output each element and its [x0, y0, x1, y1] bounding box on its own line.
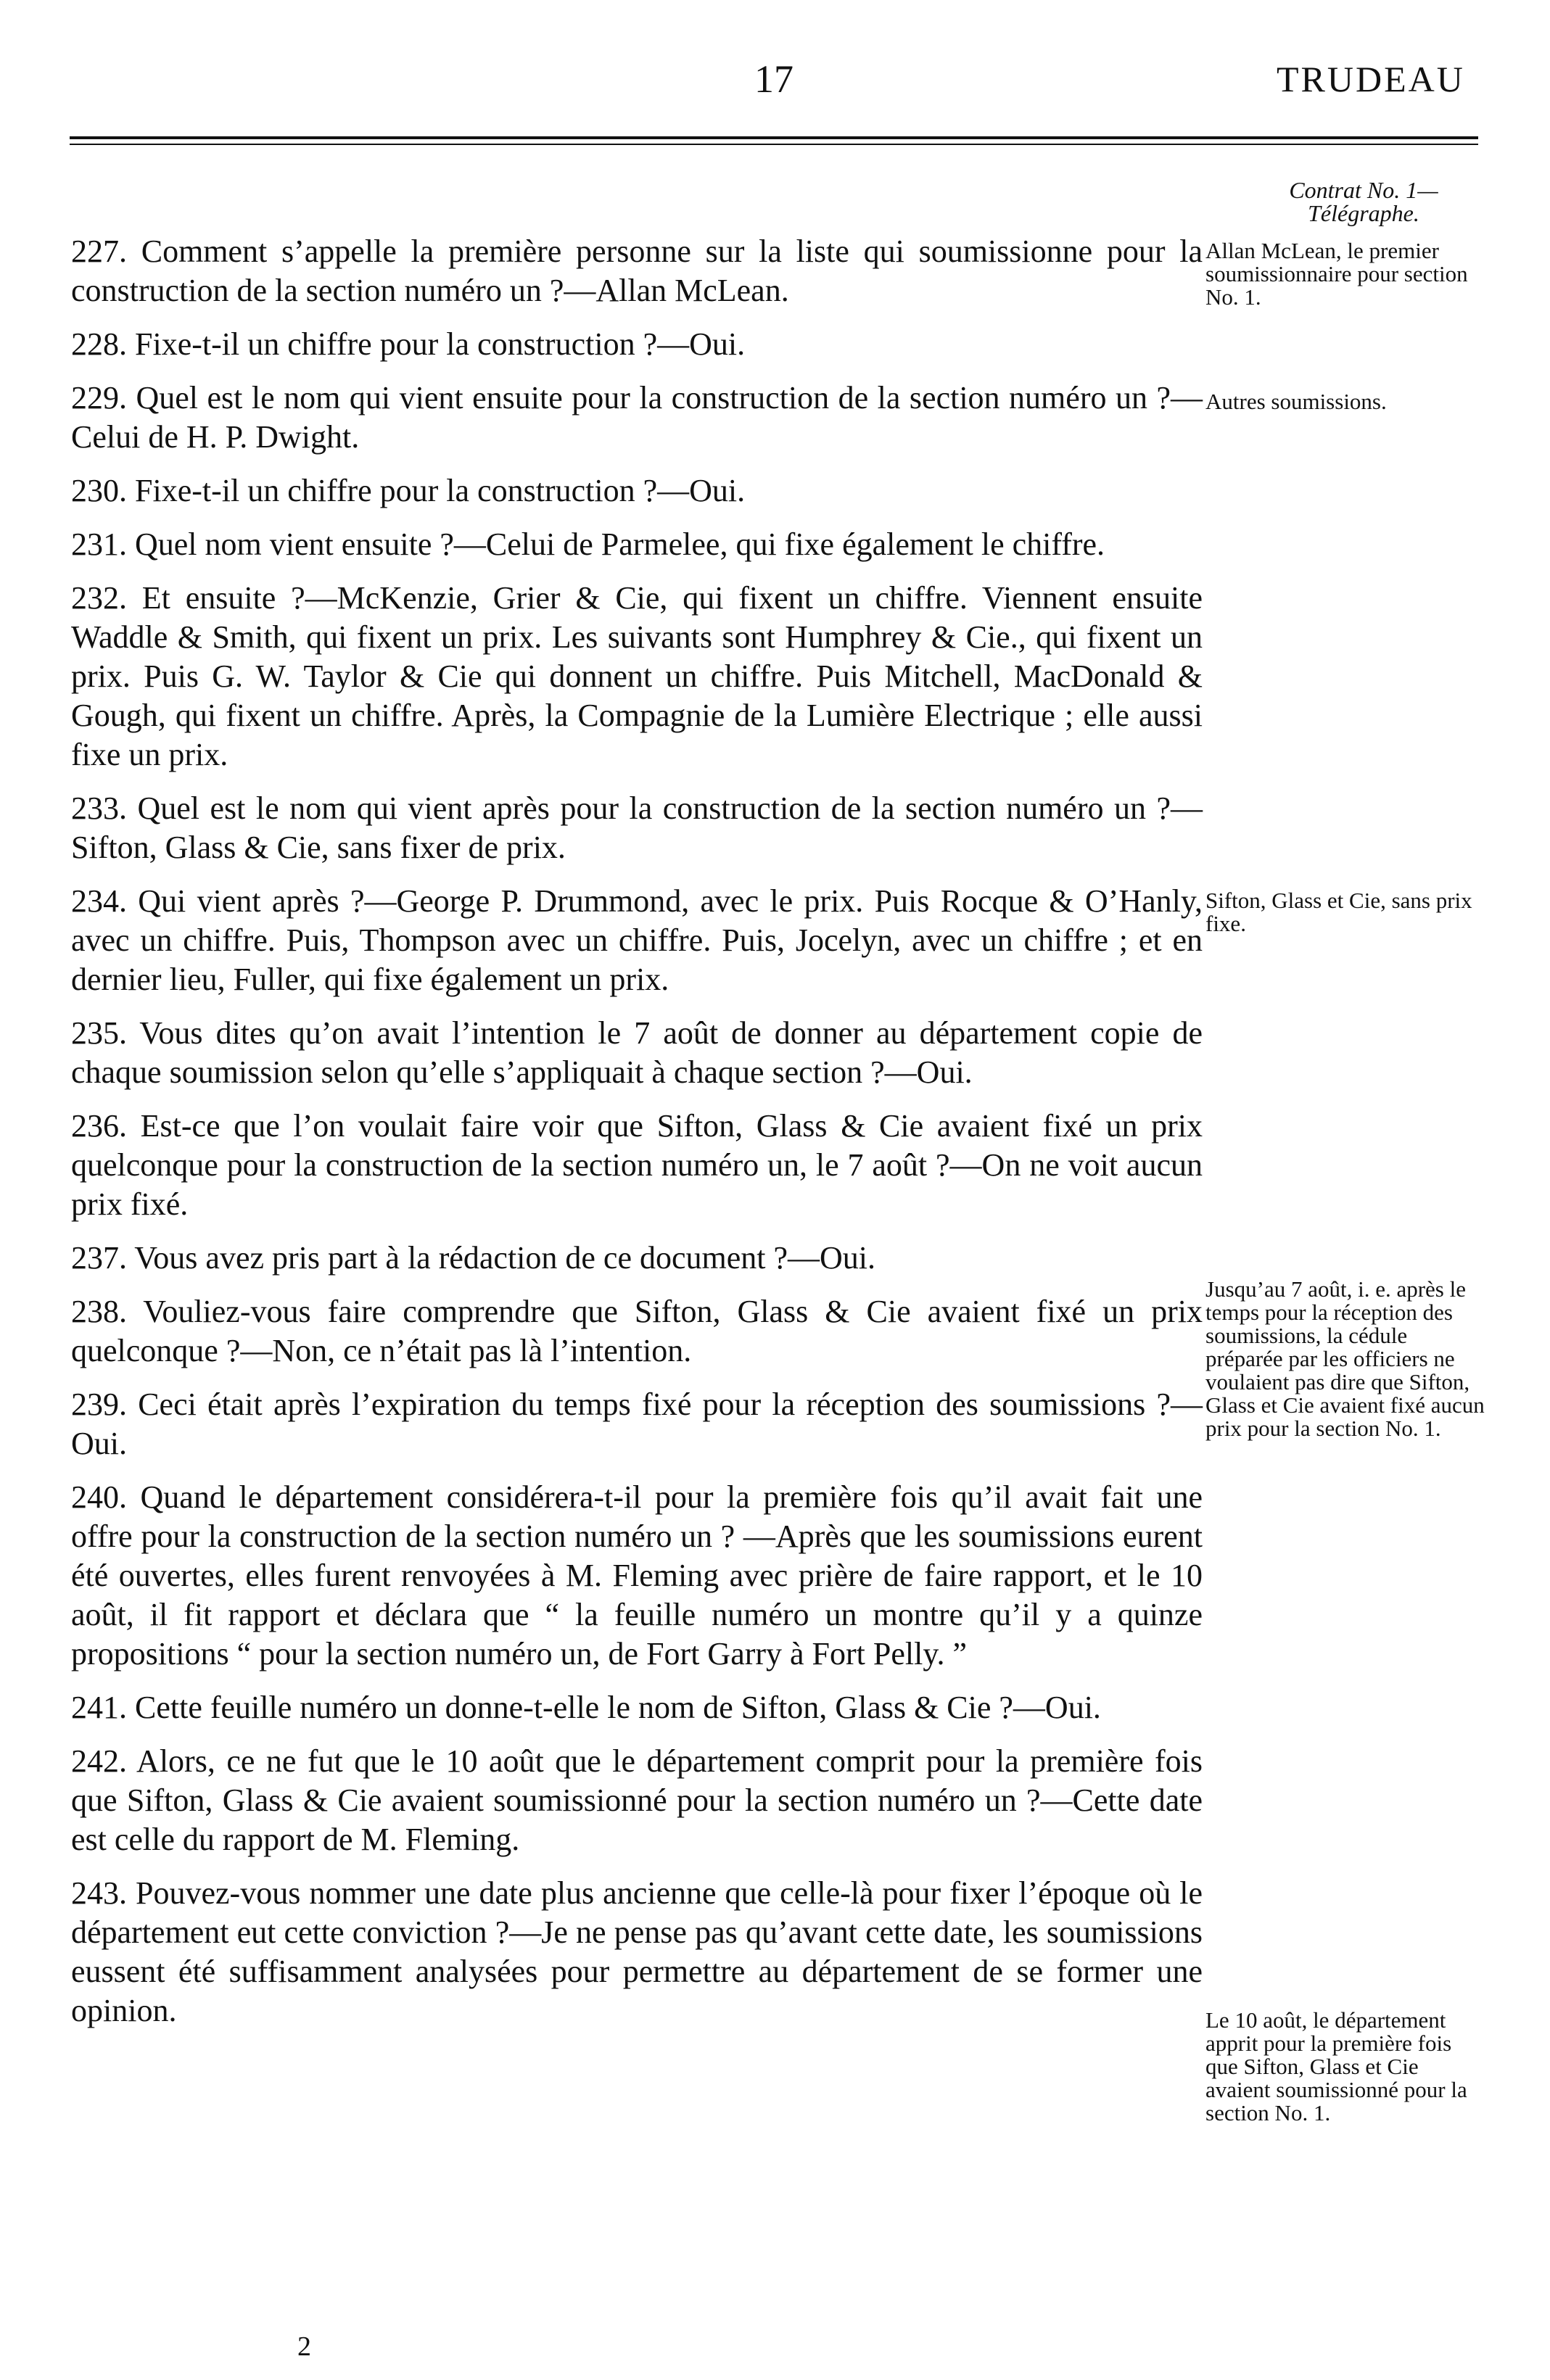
question-text: Vous dites qu’on avait l’intention le 7 août de donner au département copie de chaque soumission selon qu’elle s’appliquait à chaque section ?—Oui.	[71, 1015, 1203, 1090]
question-number: 234.	[71, 883, 127, 919]
header-rule-thick	[70, 136, 1478, 139]
paragraph-234	[71, 882, 1203, 999]
question-text: Fixe-t-il un chiffre pour la construction ?—Oui.	[127, 473, 746, 508]
paragraph-241	[71, 1688, 1203, 1727]
margin-note-jusquau: Jusqu’au 7 août, i. e. après le temps pour la réception des soumissions, la cédule préparée par les officiers ne voulaient pas dire que Sifton, Glass et Cie avaient fixé aucun prix pour la section No. 1.	[1205, 1276, 1485, 1441]
paragraph-236	[71, 1107, 1203, 1224]
question-text: Comment s’appelle la première personne sur la liste qui soumissionne pour la construction de la section numéro un ?—Allan McLean.	[71, 234, 1203, 308]
page-number: 17	[754, 57, 793, 101]
paragraph-239	[71, 1385, 1203, 1463]
question-number: 233.	[71, 790, 127, 826]
question-number: 232.	[71, 580, 127, 616]
question-text: Et ensuite ?—McKenzie, Grier & Cie, qui fixent un chiffre. Viennent ensuite Waddle & Smith, qui fixent un prix. Les suivants sont Humphrey & Cie., qui fixent un prix. Puis G. W. Taylor & Cie qui donnent un chiffre. Puis Mitchell, MacDonald & Gough, qui fixent un chiffre. Après, la Compagnie de la Lumière Electrique ; elle aussi fixe un prix.	[71, 580, 1203, 772]
question-text: Cette feuille numéro un donne-t-elle le nom de Sifton, Glass & Cie ?—Oui.	[127, 1690, 1101, 1725]
question-number: 229.	[71, 380, 127, 416]
running-title: TRUDEAU	[1277, 59, 1465, 99]
margin-note-10-aout: Le 10 août, le département apprit pour la première fois que Sifton, Glass et Cie avaient soumissionné pour la section No. 1.	[1205, 2007, 1467, 2125]
question-text: Pouvez-vous nommer une date plus ancienne que celle-là pour fixer l’époque où le département eut cette conviction ?—Je ne pense pas qu’avant cette date, les soumissions eussent été suffisamment analysées pour permettre au département de se former une opinion.	[71, 1875, 1203, 2028]
paragraph-231	[71, 525, 1203, 564]
margin-note-sifton: Sifton, Glass et Cie, sans prix fixe.	[1205, 888, 1472, 936]
question-text: Vouliez-vous faire comprendre que Sifton, Glass & Cie avaient fixé un prix quelconque ?—Non, ce n’était pas là l’intention.	[71, 1294, 1203, 1368]
paragraph-240	[71, 1478, 1203, 1674]
question-text: Quel est le nom qui vient ensuite pour la construction de la section numéro un ?—Celui de H. P. Dwight.	[71, 380, 1203, 455]
question-text: Ceci était après l’expiration du temps fixé pour la réception des soumissions ?—Oui.	[71, 1387, 1203, 1461]
question-number: 239.	[71, 1387, 127, 1422]
paragraph-242	[71, 1742, 1203, 1859]
question-number: 235.	[71, 1015, 127, 1051]
question-number: 242.	[71, 1743, 127, 1779]
paragraph-235	[71, 1014, 1203, 1092]
question-text: Vous avez pris part à la rédaction de ce document ?—Oui.	[127, 1240, 876, 1276]
question-text: Quand le département considérera-t-il pour la première fois qu’il avait fait une offre pour la construction de la section numéro un ? —Après que les soumissions eurent été ouvertes, elles furent renvoyées à M. Fleming avec prière de faire rapport, et le 10 août, il fit rapport et déclara que “ la feuille numéro un montre qu’il y a quinze propositions “ pour la section numéro un, de Fort Garry à Fort Pelly. ”	[71, 1479, 1203, 1672]
question-text: Fixe-t-il un chiffre pour la construction ?—Oui.	[127, 326, 746, 362]
paragraph-238	[71, 1292, 1203, 1371]
question-number: 228.	[71, 326, 127, 362]
paragraph-227	[71, 232, 1203, 310]
question-text: Qui vient après ?—George P. Drummond, avec le prix. Puis Rocque & O’Hanly, avec un chiffre. Puis, Thompson avec un chiffre. Puis, Jocelyn, avec un chiffre ; et en dernier lieu, Fuller, qui fixe également un prix.	[71, 883, 1203, 997]
question-number: 243.	[71, 1875, 127, 1911]
footer-signature: 2	[297, 2331, 311, 2362]
question-number: 241.	[71, 1690, 127, 1725]
question-number: 238.	[71, 1294, 127, 1329]
paragraph-232	[71, 579, 1203, 774]
question-text: Alors, ce ne fut que le 10 août que le département comprit pour la première fois que Sifton, Glass & Cie avaient soumissionné pour la section numéro un ?—Cette date est celle du rapport de M. Fleming.	[71, 1743, 1203, 1857]
paragraph-243	[71, 1874, 1203, 2030]
contract-label: Contrat No. 1— Télégraphe.	[1289, 177, 1438, 226]
question-text: Quel nom vient ensuite ?—Celui de Parmelee, qui fixe également le chiffre.	[127, 526, 1105, 562]
question-number: 240.	[71, 1479, 127, 1515]
question-text: Quel est le nom qui vient après pour la construction de la section numéro un ?—Sifton, Glass & Cie, sans fixer de prix.	[71, 790, 1203, 865]
question-number: 237.	[71, 1240, 127, 1276]
paragraph-233	[71, 789, 1203, 867]
question-number: 230.	[71, 473, 127, 508]
paragraph-229	[71, 379, 1203, 457]
paragraph-237	[71, 1239, 1203, 1278]
question-number: 227.	[71, 234, 127, 269]
header-rule-thin	[70, 144, 1478, 145]
margin-note-autres: Autres soumissions.	[1205, 389, 1387, 414]
paragraph-block-1	[71, 232, 1203, 2030]
question-number: 231.	[71, 526, 127, 562]
paragraph-230	[71, 471, 1203, 511]
margin-note-mclean: Allan McLean, le premier soumissionnaire pour section No. 1.	[1205, 238, 1468, 310]
paragraph-228	[71, 325, 1203, 364]
question-number: 236.	[71, 1108, 127, 1144]
question-text: Est-ce que l’on voulait faire voir que Sifton, Glass & Cie avaient fixé un prix quelconque pour la construction de la section numéro un, le 7 août ?—On ne voit aucun prix fixé.	[71, 1108, 1203, 1222]
